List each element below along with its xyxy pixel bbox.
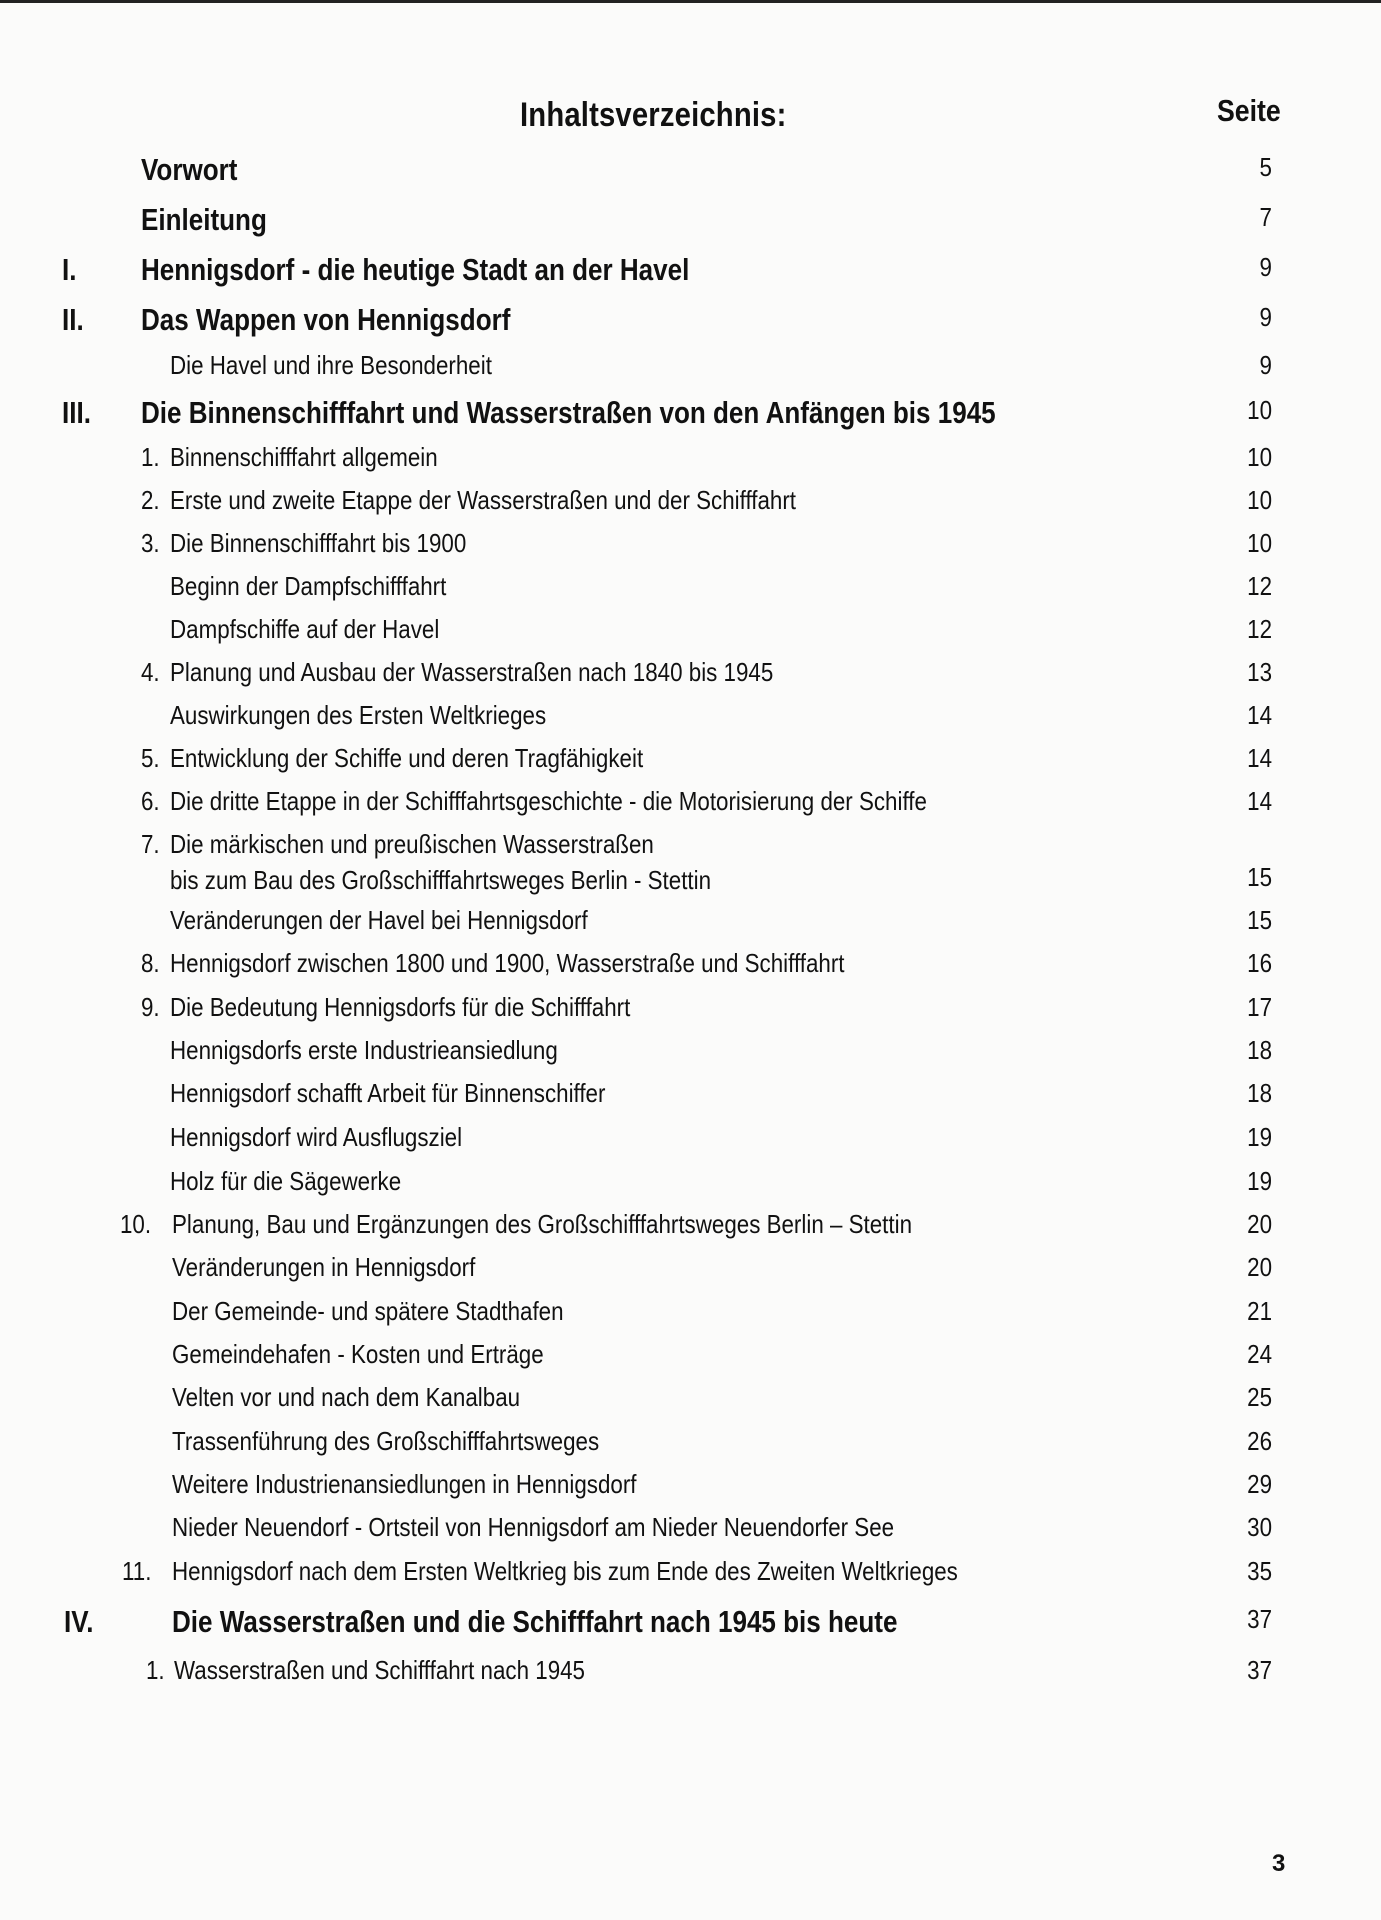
toc-entry-title	[170, 948, 845, 979]
toc-entry-title	[170, 614, 439, 645]
toc-entry-title	[172, 1556, 958, 1587]
top-border-line	[0, 0, 1381, 3]
toc-entry-title	[172, 1604, 897, 1640]
toc-entry-page: 14	[1247, 700, 1272, 730]
toc-entry-page: 20	[1247, 1209, 1272, 1239]
toc-entry-title	[172, 1296, 564, 1327]
toc-entry-title	[170, 1035, 558, 1066]
toc-entry-title-line: Die Binnenschifffahrt und Wasserstraßen von den Anfängen bis 1945	[141, 395, 996, 430]
toc-entry-number: 2.	[141, 485, 160, 515]
toc-entry-title-line: Hennigsdorf - die heutige Stadt an der Havel	[141, 252, 690, 287]
toc-entry-page: 18	[1247, 1078, 1272, 1108]
toc-entry-title-line: Die Binnenschifffahrt bis 1900	[170, 528, 467, 558]
toc-entry-page: 35	[1247, 1556, 1272, 1586]
toc-entry-page: 37	[1247, 1655, 1272, 1685]
toc-entry-title-line: Nieder Neuendorf - Ortsteil von Hennigsdorf am Nieder Neuendorfer See	[172, 1512, 895, 1542]
toc-entry-page: 12	[1247, 614, 1272, 644]
toc-entry-page: 14	[1247, 786, 1272, 816]
toc-entry-title-line: Der Gemeinde- und spätere Stadthafen	[172, 1296, 564, 1326]
toc-entry-page: 13	[1247, 657, 1272, 687]
toc-entry-page: 10	[1247, 442, 1272, 472]
toc-entry-page: 14	[1247, 743, 1272, 773]
toc-entry-title	[170, 829, 711, 896]
toc-entry-page: 15	[1247, 905, 1272, 935]
toc-entry-title	[170, 905, 588, 936]
toc-entry-number: 9.	[141, 992, 160, 1022]
toc-entry-title	[141, 302, 510, 338]
toc-entry-number: IV.	[64, 1604, 94, 1639]
toc-entry-page: 18	[1247, 1035, 1272, 1065]
toc-entry-number: II.	[62, 302, 84, 337]
toc-entry-title	[172, 1382, 520, 1413]
toc-entry-title	[170, 1078, 605, 1109]
toc-entry-title-line: Trassenführung des Großschifffahrtsweges	[172, 1426, 600, 1456]
toc-entry-title	[172, 1209, 912, 1240]
toc-entry-number: 7.	[141, 829, 160, 859]
toc-entry-page: 25	[1247, 1382, 1272, 1412]
toc-entry-number: 5.	[141, 743, 160, 773]
toc-entry-title	[172, 1469, 636, 1500]
toc-entry-title-line: Hennigsdorf schafft Arbeit für Binnenschiffer	[170, 1078, 606, 1108]
toc-entry-title	[170, 350, 492, 381]
toc-entry-title-line: Die märkischen und preußischen Wasserstraßen	[170, 829, 654, 859]
toc-entry-title-line: Entwicklung der Schiffe und deren Tragfähigkeit	[170, 743, 644, 773]
toc-entry-title	[170, 657, 773, 688]
toc-entry-page: 7	[1259, 202, 1272, 232]
toc-entry-title-line: Veränderungen in Hennigsdorf	[172, 1252, 476, 1282]
toc-entry-title	[174, 1655, 585, 1686]
toc-entry-title	[170, 571, 446, 602]
toc-entry-number: 6.	[141, 786, 160, 816]
toc-entry-page: 10	[1247, 528, 1272, 558]
toc-entry-page: 37	[1247, 1604, 1272, 1634]
toc-entry-title-line: Erste und zweite Etappe der Wasserstraßen und der Schifffahrt	[170, 485, 796, 515]
toc-entry-title	[170, 743, 643, 774]
toc-entry-page: 29	[1247, 1469, 1272, 1499]
toc-entry-page: 9	[1259, 252, 1272, 282]
toc-entry-number: 4.	[141, 657, 160, 687]
toc-entry-title	[170, 786, 927, 817]
toc-entry-title-line: Die Bedeutung Hennigsdorfs für die Schifffahrt	[170, 992, 631, 1022]
toc-entry-title	[172, 1512, 894, 1543]
toc-entry-page: 26	[1247, 1426, 1272, 1456]
toc-entry-page: 19	[1247, 1122, 1272, 1152]
toc-entry-title-line: Die dritte Etappe in der Schifffahrtsgeschichte - die Motorisierung der Schiffe	[170, 786, 927, 816]
toc-entry-title-line: Auswirkungen des Ersten Weltkrieges	[170, 700, 547, 730]
toc-entry-title-line: Binnenschifffahrt allgemein	[170, 442, 438, 472]
toc-entry-title	[170, 1166, 401, 1197]
toc-entry-title	[141, 395, 996, 431]
toc-entry-title-line: Planung und Ausbau der Wasserstraßen nach 1840 bis 1945	[170, 657, 774, 687]
toc-entry-title	[141, 152, 237, 188]
page-number: 3	[1272, 1850, 1286, 1877]
toc-entry-page: 21	[1247, 1296, 1272, 1326]
toc-entry-number: I.	[62, 252, 77, 287]
toc-entry-title	[141, 202, 267, 238]
toc-entry-title-line: Dampfschiffe auf der Havel	[170, 614, 440, 644]
toc-entry-title	[141, 252, 689, 288]
toc-entry-title-line: Hennigsdorf wird Ausflugsziel	[170, 1122, 463, 1152]
toc-entry-title-line: Gemeindehafen - Kosten und Erträge	[172, 1339, 544, 1369]
toc-entry-number: 8.	[141, 948, 160, 978]
toc-entry-number: III.	[62, 395, 91, 430]
toc-entry-title	[172, 1426, 599, 1457]
toc-entry-number: 3.	[141, 528, 160, 558]
toc-entry-title-line: Das Wappen von Hennigsdorf	[141, 302, 511, 337]
toc-entry-number: 11.	[122, 1556, 152, 1586]
toc-entry-title	[172, 1252, 475, 1283]
toc-entry-page: 12	[1247, 571, 1272, 601]
toc-entry-title-line: Hennigsdorf zwischen 1800 und 1900, Wasserstraße und Schifffahrt	[170, 948, 845, 978]
toc-entry-title	[170, 485, 796, 516]
toc-entry-page: 24	[1247, 1339, 1272, 1369]
page-column-label: Seite	[1217, 93, 1281, 128]
toc-entry-page: 9	[1259, 302, 1272, 332]
toc-entry-page: 10	[1247, 395, 1272, 425]
toc-title: Inhaltsverzeichnis:	[520, 96, 787, 134]
toc-entry-title-line: Die Wasserstraßen und die Schifffahrt nach 1945 bis heute	[172, 1604, 898, 1639]
toc-entry-title-line: Holz für die Sägewerke	[170, 1166, 402, 1196]
toc-entry-page: 5	[1259, 152, 1272, 182]
toc-entry-title-line: Velten vor und nach dem Kanalbau	[172, 1382, 521, 1412]
toc-entry-page: 19	[1247, 1166, 1272, 1196]
toc-entry-title-line: Einleitung	[141, 202, 267, 237]
toc-entry-title-line: Wasserstraßen und Schifffahrt nach 1945	[174, 1655, 585, 1685]
toc-entry-title-line: Die Havel und ihre Besonderheit	[170, 350, 492, 380]
toc-entry-page: 16	[1247, 948, 1272, 978]
toc-entry-title-line: Weitere Industrienansiedlungen in Hennigsdorf	[172, 1469, 637, 1499]
toc-entry-title	[172, 1339, 544, 1370]
toc-entry-page: 15	[1247, 862, 1272, 892]
toc-entry-title	[170, 992, 630, 1023]
toc-entry-title	[170, 700, 546, 731]
toc-entry-page: 17	[1247, 992, 1272, 1022]
toc-entry-title-line: Hennigsdorf nach dem Ersten Weltkrieg bis zum Ende des Zweiten Weltkrieges	[172, 1556, 958, 1586]
toc-entry-number: 10.	[120, 1209, 152, 1239]
toc-entry-title-line: Planung, Bau und Ergänzungen des Großschifffahrtsweges Berlin – Stettin	[172, 1209, 913, 1239]
toc-entry-title-line: Vorwort	[141, 152, 238, 187]
toc-entry-number: 1.	[146, 1655, 165, 1685]
toc-entry-title-line: Beginn der Dampfschifffahrt	[170, 571, 447, 601]
toc-entry-title	[170, 442, 438, 473]
toc-entry-page: 10	[1247, 485, 1272, 515]
toc-entry-title-line: bis zum Bau des Großschifffahrtsweges Berlin - Stettin	[170, 865, 712, 895]
toc-entry-page: 20	[1247, 1252, 1272, 1282]
toc-entry-title-line: Hennigsdorfs erste Industrieansiedlung	[170, 1035, 558, 1065]
toc-entry-title	[170, 1122, 462, 1153]
toc-entry-title-line: Veränderungen der Havel bei Hennigsdorf	[170, 905, 588, 935]
toc-entry-number: 1.	[141, 442, 160, 472]
toc-entry-page: 30	[1247, 1512, 1272, 1542]
toc-entry-title	[170, 528, 466, 559]
toc-entry-page: 9	[1259, 350, 1272, 380]
